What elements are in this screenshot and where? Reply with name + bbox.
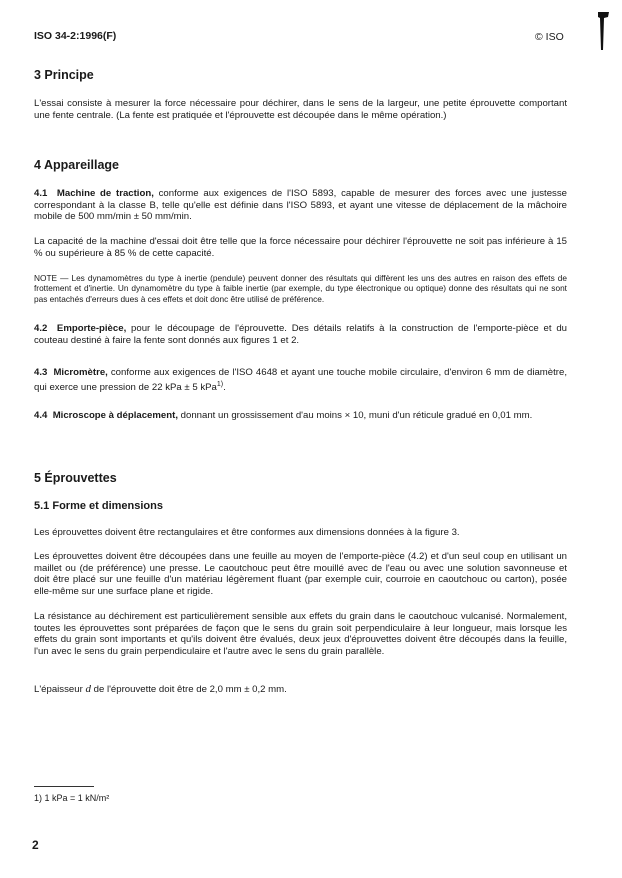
footnote-reference: 1) xyxy=(216,380,224,388)
section-4-3-number: 4.3 xyxy=(34,367,48,378)
standard-number: ISO 34-2:1996(F) xyxy=(34,30,117,42)
section-5-title: 5 Éprouvettes xyxy=(34,471,117,485)
section-4-4-number: 4.4 xyxy=(34,410,48,421)
corner-mark-icon xyxy=(598,12,610,52)
section-4-1-capacity-paragraph: La capacité de la machine d'essai doit être telle que la force nécessaire pour déchirer l'éprouvette ne soit pas inférieure à 15 % ou supérieure à 85 % de cette capacité. xyxy=(34,236,567,259)
footnote-rule xyxy=(34,786,94,787)
section-4-3-end: . xyxy=(223,381,226,393)
section-4-2-text: pour le découpage de l'éprouvette. Des détails relatifs à la construction de l'emporte-pièce et du couteau destiné à faire la fente sont donnés aux figures 1 et 2. xyxy=(34,323,567,346)
section-4-3-text: conforme aux exigences de l'ISO 4648 et ayant une touche mobile circulaire, d'environ 6 mm de diamètre, qui exerce une pression de 22 kPa ± 5 kPa xyxy=(34,367,567,393)
section-3-paragraph: L'essai consiste à mesurer la force nécessaire pour déchirer, dans le sens de la largeur, une petite éprouvette comportant une fente centrale. (La fente est pratiquée et l'éprouvette est découpée dans le même opération.) xyxy=(34,98,567,121)
section-5-1-paragraph-1: Les éprouvettes doivent être rectangulaires et être conformes aux dimensions données à la figure 3. xyxy=(34,527,460,538)
section-4-4-paragraph xyxy=(34,410,567,422)
thickness-variable: d xyxy=(85,683,91,695)
section-5-1-paragraph-2: Les éprouvettes doivent être découpées dans une feuille au moyen de l'emporte-pièce (4.2) et d'un seul coup en utilisant un maillet ou (de préférence) une presse. Le caoutchouc peut être mouillé avec de l'eau ou avec une solution savonneuse et doit être placé sur une feuille d'un matériau légèrement fluant (par exemple cuir, courroie en caoutchouc ou carton), posée elle-même sur une surface plane et rigide. xyxy=(34,551,567,597)
section-4-1-paragraph xyxy=(34,188,567,223)
section-4-2-number: 4.2 xyxy=(34,323,48,334)
section-4-1-note: NOTE — Les dynamomètres du type à inertie (pendule) peuvent donner des résultats qui diffèrent les uns des autres en raison des effets de frottement et d'inertie. Un dynamomètre du type à faible inertie (par exemple, du type électronique ou optique) donne des résultats qui ne sont pas entachés d'erreurs dues à ces effets et doit donc être utilisé de préférence. xyxy=(34,273,567,304)
section-4-1-number: 4.1 xyxy=(34,188,48,199)
section-3-title: 3 Principe xyxy=(34,68,94,82)
section-4-3-paragraph xyxy=(34,367,567,393)
section-5-1-paragraph-3: La résistance au déchirement est particulièrement sensible aux effets du grain dans le caoutchouc vulcanisé. Normalement, toutes les éprouvettes sont préparées de façon que le sens du grain soit perpendiculaire à leur longueur, mais lorsque les effets du grain sont importants et qu'ils doivent être évalués, deux jeux d'éprouvettes doivent être découpés dans la feuille, l'un avec le sens du grain perpendiculaire et l'autre avec le sens du grain parallèle. xyxy=(34,611,567,657)
thickness-text-start: L'épaisseur xyxy=(34,684,86,695)
thickness-text-end: de l'éprouvette doit être de 2,0 mm ± 0,2 mm. xyxy=(90,684,287,695)
section-5-1-paragraph-4 xyxy=(34,684,567,696)
page-number: 2 xyxy=(32,838,39,852)
section-4-3-label: Micromètre, xyxy=(53,367,108,378)
footnote: 1) 1 kPa = 1 kN/m² xyxy=(34,793,110,803)
section-4-2-label: Emporte-pièce, xyxy=(56,323,127,334)
section-4-1-label: Machine de traction, xyxy=(56,188,154,199)
copyright-mark: © ISO xyxy=(535,31,564,43)
section-4-1-text: conforme aux exigences de l'ISO 5893, capable de mesurer des forces avec une justesse correspondant à la classe B, telle qu'elle est définie dans l'ISO 5893, et ayant une vitesse de déplacement de la mâchoire mobile de 500 mm/min ± 50 mm/min. xyxy=(34,188,567,223)
section-4-2-paragraph xyxy=(34,323,567,346)
section-4-4-label: Microscope à déplacement, xyxy=(52,410,178,421)
section-5-1-title: 5.1 Forme et dimensions xyxy=(34,500,163,512)
section-4-title: 4 Appareillage xyxy=(34,158,119,172)
section-4-4-text: donnant un grossissement d'au moins × 10, muni d'un réticule gradué en 0,01 mm. xyxy=(177,410,533,421)
